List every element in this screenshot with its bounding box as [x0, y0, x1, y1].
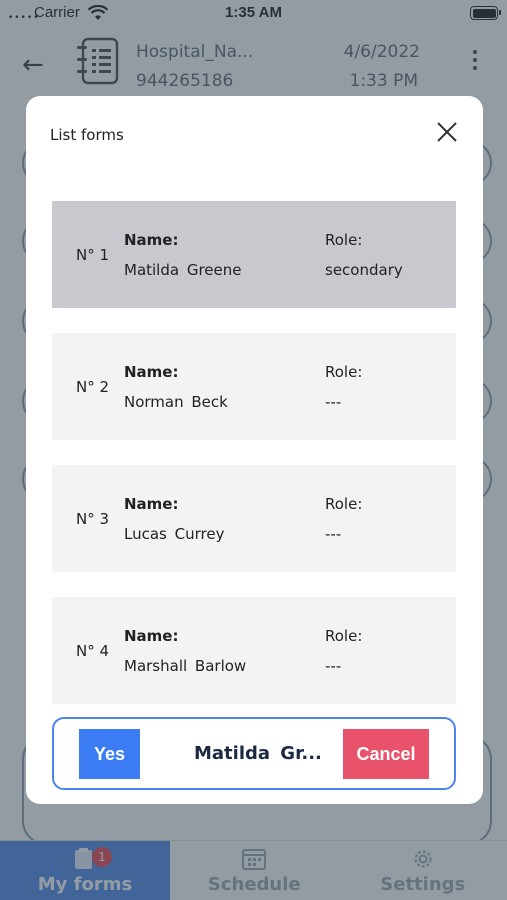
role-label: Role:: [325, 627, 363, 645]
role-label: Role:: [325, 495, 363, 513]
form-number: N° 3: [76, 510, 110, 528]
form-name: Norman Beck: [124, 393, 228, 411]
form-number: N° 2: [76, 378, 110, 396]
form-name: Marshall Barlow: [124, 657, 247, 675]
name-label: Name:: [124, 495, 179, 513]
role-label: Role:: [325, 231, 363, 249]
form-row[interactable]: [52, 597, 456, 704]
form-name: Lucas Currey: [124, 525, 225, 543]
form-row[interactable]: [52, 465, 456, 572]
form-row[interactable]: [52, 201, 456, 308]
selected-form-name: Matilda Gr...: [194, 743, 322, 764]
name-label: Name:: [124, 363, 179, 381]
form-number: N° 1: [76, 246, 110, 264]
form-role: ---: [325, 657, 342, 675]
form-number: N° 4: [76, 642, 110, 660]
selection-action-bar: [52, 717, 456, 790]
list-forms-dialog: [26, 96, 483, 804]
form-role: ---: [325, 393, 342, 411]
name-label: Name:: [124, 627, 179, 645]
form-row[interactable]: [52, 333, 456, 440]
dialog-title: List forms: [50, 126, 124, 144]
close-icon[interactable]: [435, 120, 459, 144]
yes-button[interactable]: Yes: [79, 729, 140, 779]
form-role: ---: [325, 525, 342, 543]
name-label: Name:: [124, 231, 179, 249]
role-label: Role:: [325, 363, 363, 381]
cancel-button[interactable]: Cancel: [343, 729, 429, 779]
form-role: secondary: [325, 261, 403, 279]
forms-list[interactable]: [52, 201, 456, 706]
form-name: Matilda Greene: [124, 261, 242, 279]
